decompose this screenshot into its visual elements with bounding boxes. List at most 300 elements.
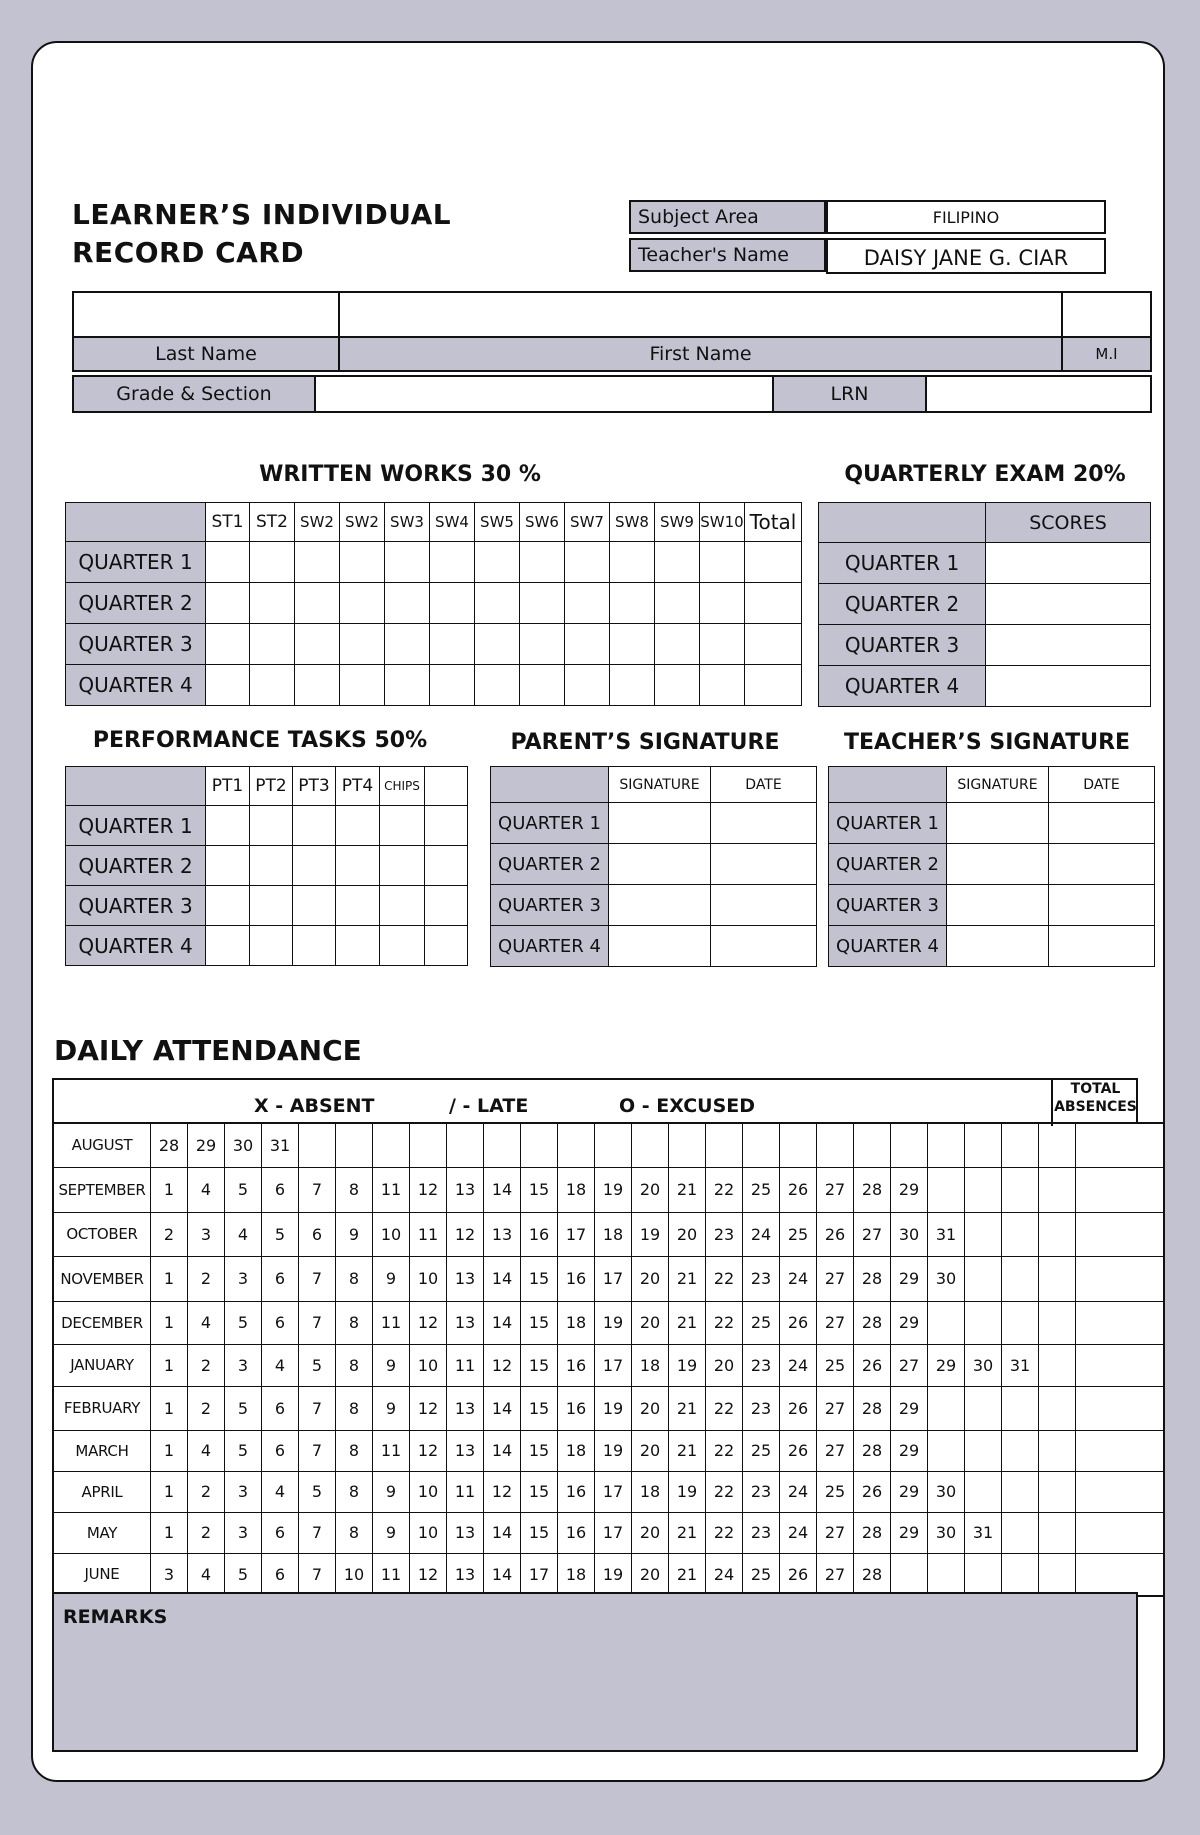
day-cell[interactable]: 28 — [854, 1553, 891, 1596]
day-cell[interactable]: 27 — [817, 1301, 854, 1344]
score-cell[interactable] — [655, 665, 700, 706]
score-cell[interactable] — [336, 886, 380, 926]
day-cell[interactable]: 10 — [410, 1471, 447, 1512]
score-cell[interactable] — [565, 665, 610, 706]
day-cell[interactable]: 28 — [151, 1123, 188, 1167]
day-cell[interactable]: 15 — [521, 1471, 558, 1512]
day-cell[interactable]: 21 — [669, 1430, 706, 1471]
day-cell[interactable]: 17 — [558, 1212, 595, 1256]
day-cell[interactable]: 20 — [632, 1167, 669, 1212]
day-cell[interactable]: 5 — [299, 1344, 336, 1386]
day-cell[interactable]: 11 — [447, 1471, 484, 1512]
score-cell[interactable] — [700, 542, 745, 583]
day-cell[interactable]: 27 — [891, 1344, 928, 1386]
score-cell[interactable] — [340, 583, 385, 624]
day-cell[interactable]: 25 — [743, 1301, 780, 1344]
total-absences-cell[interactable] — [1076, 1301, 1165, 1344]
day-cell[interactable]: 6 — [262, 1301, 299, 1344]
score-cell[interactable] — [475, 624, 520, 665]
score-cell[interactable] — [336, 926, 380, 966]
signature-cell[interactable] — [711, 885, 817, 926]
day-cell[interactable]: 19 — [669, 1344, 706, 1386]
day-cell[interactable]: 11 — [410, 1212, 447, 1256]
day-cell[interactable]: 29 — [891, 1256, 928, 1301]
day-cell[interactable]: 14 — [484, 1386, 521, 1430]
score-cell[interactable] — [745, 665, 802, 706]
score-cell[interactable] — [700, 624, 745, 665]
day-cell[interactable]: 2 — [188, 1344, 225, 1386]
day-cell[interactable]: 29 — [891, 1512, 928, 1553]
day-cell[interactable]: 10 — [410, 1256, 447, 1301]
day-cell[interactable]: 18 — [632, 1471, 669, 1512]
day-cell[interactable]: 23 — [743, 1386, 780, 1430]
score-cell[interactable] — [293, 886, 336, 926]
day-cell[interactable]: 21 — [669, 1553, 706, 1596]
score-cell[interactable] — [250, 886, 293, 926]
signature-cell[interactable] — [947, 926, 1049, 967]
day-cell[interactable]: 15 — [521, 1430, 558, 1471]
day-cell[interactable]: 26 — [780, 1553, 817, 1596]
day-cell[interactable]: 3 — [225, 1471, 262, 1512]
day-cell[interactable]: 13 — [447, 1553, 484, 1596]
day-cell[interactable]: 24 — [706, 1553, 743, 1596]
signature-cell[interactable] — [947, 844, 1049, 885]
total-absences-cell[interactable] — [1076, 1553, 1165, 1596]
signature-cell[interactable] — [711, 844, 817, 885]
day-cell[interactable]: 30 — [891, 1212, 928, 1256]
day-cell[interactable]: 7 — [299, 1386, 336, 1430]
day-cell[interactable]: 26 — [780, 1167, 817, 1212]
total-absences-cell[interactable] — [1076, 1430, 1165, 1471]
day-cell[interactable]: 20 — [632, 1553, 669, 1596]
teacher-name-field[interactable]: DAISY JANE G. CIAR — [826, 238, 1106, 274]
score-cell[interactable] — [700, 583, 745, 624]
day-cell[interactable]: 19 — [595, 1430, 632, 1471]
day-cell[interactable]: 27 — [817, 1256, 854, 1301]
day-cell[interactable]: 13 — [447, 1512, 484, 1553]
score-cell[interactable] — [250, 624, 295, 665]
score-cell[interactable] — [430, 583, 475, 624]
score-cell[interactable] — [385, 665, 430, 706]
day-cell[interactable]: 3 — [151, 1553, 188, 1596]
day-cell[interactable]: 12 — [484, 1344, 521, 1386]
day-cell[interactable]: 8 — [336, 1167, 373, 1212]
day-cell[interactable]: 31 — [1002, 1344, 1039, 1386]
score-cell[interactable] — [380, 806, 425, 846]
score-cell[interactable] — [250, 926, 293, 966]
day-cell[interactable]: 30 — [965, 1344, 1002, 1386]
day-cell[interactable]: 27 — [817, 1386, 854, 1430]
day-cell[interactable]: 15 — [521, 1386, 558, 1430]
score-cell[interactable] — [565, 542, 610, 583]
day-cell[interactable]: 15 — [521, 1301, 558, 1344]
day-cell[interactable]: 8 — [336, 1471, 373, 1512]
day-cell[interactable]: 13 — [447, 1256, 484, 1301]
score-cell[interactable] — [745, 583, 802, 624]
score-cell[interactable] — [610, 583, 655, 624]
score-cell[interactable] — [293, 806, 336, 846]
day-cell[interactable]: 30 — [928, 1512, 965, 1553]
score-cell[interactable] — [565, 583, 610, 624]
day-cell[interactable]: 8 — [336, 1301, 373, 1344]
day-cell[interactable]: 6 — [262, 1386, 299, 1430]
day-cell[interactable]: 23 — [743, 1471, 780, 1512]
day-cell[interactable]: 23 — [743, 1256, 780, 1301]
signature-cell[interactable] — [947, 803, 1049, 844]
day-cell[interactable]: 26 — [854, 1471, 891, 1512]
day-cell[interactable]: 11 — [373, 1553, 410, 1596]
day-cell[interactable]: 26 — [817, 1212, 854, 1256]
day-cell[interactable]: 19 — [669, 1471, 706, 1512]
score-cell[interactable] — [340, 665, 385, 706]
day-cell[interactable]: 16 — [558, 1512, 595, 1553]
day-cell[interactable]: 7 — [299, 1301, 336, 1344]
signature-cell[interactable] — [1049, 803, 1155, 844]
day-cell[interactable]: 25 — [780, 1212, 817, 1256]
day-cell[interactable]: 16 — [521, 1212, 558, 1256]
day-cell[interactable]: 14 — [484, 1256, 521, 1301]
score-cell[interactable] — [295, 665, 340, 706]
day-cell[interactable]: 22 — [706, 1256, 743, 1301]
day-cell[interactable]: 15 — [521, 1344, 558, 1386]
score-cell[interactable] — [250, 846, 293, 886]
score-cell[interactable] — [425, 846, 468, 886]
day-cell[interactable]: 12 — [484, 1471, 521, 1512]
total-absences-cell[interactable] — [1076, 1256, 1165, 1301]
lrn-input[interactable] — [925, 375, 1152, 413]
day-cell[interactable]: 12 — [410, 1301, 447, 1344]
score-cell[interactable] — [520, 583, 565, 624]
day-cell[interactable]: 19 — [632, 1212, 669, 1256]
day-cell[interactable]: 1 — [151, 1386, 188, 1430]
score-cell[interactable] — [380, 846, 425, 886]
day-cell[interactable]: 3 — [225, 1256, 262, 1301]
score-cell[interactable] — [293, 926, 336, 966]
day-cell[interactable]: 23 — [743, 1512, 780, 1553]
score-cell[interactable] — [700, 665, 745, 706]
score-cell[interactable] — [520, 624, 565, 665]
score-cell[interactable] — [610, 624, 655, 665]
total-absences-cell[interactable] — [1076, 1471, 1165, 1512]
day-cell[interactable]: 27 — [817, 1167, 854, 1212]
score-cell[interactable] — [336, 806, 380, 846]
day-cell[interactable]: 25 — [817, 1471, 854, 1512]
day-cell[interactable]: 5 — [299, 1471, 336, 1512]
day-cell[interactable]: 29 — [928, 1344, 965, 1386]
day-cell[interactable]: 24 — [780, 1256, 817, 1301]
day-cell[interactable]: 27 — [817, 1553, 854, 1596]
subject-area-field[interactable]: FILIPINO — [826, 200, 1106, 234]
day-cell[interactable]: 20 — [669, 1212, 706, 1256]
day-cell[interactable]: 5 — [262, 1212, 299, 1256]
day-cell[interactable]: 22 — [706, 1301, 743, 1344]
day-cell[interactable]: 24 — [780, 1512, 817, 1553]
day-cell[interactable]: 1 — [151, 1167, 188, 1212]
day-cell[interactable]: 20 — [632, 1430, 669, 1471]
score-cell[interactable] — [206, 542, 250, 583]
day-cell[interactable]: 8 — [336, 1386, 373, 1430]
score-cell[interactable] — [385, 542, 430, 583]
signature-cell[interactable] — [1049, 926, 1155, 967]
score-cell[interactable] — [430, 665, 475, 706]
day-cell[interactable]: 4 — [188, 1167, 225, 1212]
remarks-box[interactable] — [52, 1592, 1138, 1752]
day-cell[interactable]: 8 — [336, 1256, 373, 1301]
day-cell[interactable]: 4 — [225, 1212, 262, 1256]
day-cell[interactable]: 18 — [558, 1430, 595, 1471]
day-cell[interactable]: 4 — [262, 1471, 299, 1512]
score-cell[interactable] — [655, 583, 700, 624]
day-cell[interactable]: 21 — [669, 1301, 706, 1344]
day-cell[interactable]: 5 — [225, 1301, 262, 1344]
day-cell[interactable]: 10 — [410, 1512, 447, 1553]
day-cell[interactable]: 31 — [965, 1512, 1002, 1553]
total-absences-cell[interactable] — [1076, 1512, 1165, 1553]
score-cell[interactable] — [295, 583, 340, 624]
score-cell[interactable] — [745, 624, 802, 665]
day-cell[interactable]: 29 — [891, 1167, 928, 1212]
day-cell[interactable]: 29 — [891, 1430, 928, 1471]
signature-cell[interactable] — [711, 803, 817, 844]
day-cell[interactable]: 2 — [188, 1256, 225, 1301]
day-cell[interactable]: 14 — [484, 1430, 521, 1471]
day-cell[interactable]: 2 — [188, 1386, 225, 1430]
score-cell[interactable] — [430, 542, 475, 583]
day-cell[interactable]: 21 — [669, 1167, 706, 1212]
day-cell[interactable]: 8 — [336, 1430, 373, 1471]
day-cell[interactable]: 7 — [299, 1553, 336, 1596]
day-cell[interactable]: 26 — [780, 1386, 817, 1430]
day-cell[interactable]: 21 — [669, 1256, 706, 1301]
score-cell[interactable] — [520, 665, 565, 706]
day-cell[interactable]: 27 — [817, 1430, 854, 1471]
day-cell[interactable]: 29 — [891, 1301, 928, 1344]
day-cell[interactable]: 15 — [521, 1512, 558, 1553]
day-cell[interactable]: 22 — [706, 1386, 743, 1430]
day-cell[interactable]: 9 — [373, 1386, 410, 1430]
last-name-input[interactable] — [72, 291, 340, 338]
day-cell[interactable]: 22 — [706, 1430, 743, 1471]
signature-cell[interactable] — [711, 926, 817, 967]
day-cell[interactable]: 9 — [373, 1256, 410, 1301]
day-cell[interactable]: 10 — [373, 1212, 410, 1256]
day-cell[interactable]: 6 — [262, 1256, 299, 1301]
score-cell[interactable] — [206, 886, 250, 926]
day-cell[interactable]: 27 — [817, 1512, 854, 1553]
day-cell[interactable]: 18 — [558, 1301, 595, 1344]
day-cell[interactable]: 24 — [780, 1471, 817, 1512]
day-cell[interactable]: 1 — [151, 1430, 188, 1471]
day-cell[interactable]: 18 — [558, 1553, 595, 1596]
score-cell[interactable] — [610, 665, 655, 706]
day-cell[interactable]: 13 — [447, 1386, 484, 1430]
day-cell[interactable]: 3 — [225, 1512, 262, 1553]
score-cell[interactable] — [206, 665, 250, 706]
score-cell[interactable] — [250, 665, 295, 706]
day-cell[interactable]: 17 — [595, 1344, 632, 1386]
score-cell[interactable] — [250, 542, 295, 583]
day-cell[interactable]: 25 — [817, 1344, 854, 1386]
day-cell[interactable]: 2 — [151, 1212, 188, 1256]
day-cell[interactable]: 30 — [225, 1123, 262, 1167]
day-cell[interactable]: 22 — [706, 1471, 743, 1512]
score-cell[interactable] — [385, 624, 430, 665]
day-cell[interactable]: 7 — [299, 1167, 336, 1212]
day-cell[interactable]: 6 — [262, 1167, 299, 1212]
score-cell[interactable] — [655, 624, 700, 665]
day-cell[interactable]: 13 — [484, 1212, 521, 1256]
day-cell[interactable]: 26 — [780, 1301, 817, 1344]
day-cell[interactable]: 19 — [595, 1553, 632, 1596]
day-cell[interactable]: 12 — [410, 1553, 447, 1596]
total-absences-cell[interactable] — [1076, 1386, 1165, 1430]
day-cell[interactable]: 16 — [558, 1386, 595, 1430]
day-cell[interactable]: 17 — [595, 1512, 632, 1553]
grade-section-input[interactable] — [314, 375, 774, 413]
day-cell[interactable]: 12 — [447, 1212, 484, 1256]
day-cell[interactable]: 15 — [521, 1167, 558, 1212]
day-cell[interactable]: 12 — [410, 1430, 447, 1471]
day-cell[interactable]: 7 — [299, 1512, 336, 1553]
day-cell[interactable]: 10 — [410, 1344, 447, 1386]
score-cell[interactable] — [250, 806, 293, 846]
day-cell[interactable]: 31 — [262, 1123, 299, 1167]
day-cell[interactable]: 4 — [188, 1553, 225, 1596]
day-cell[interactable]: 1 — [151, 1256, 188, 1301]
score-cell[interactable] — [380, 886, 425, 926]
score-cell[interactable] — [206, 624, 250, 665]
day-cell[interactable]: 17 — [595, 1471, 632, 1512]
day-cell[interactable]: 17 — [595, 1256, 632, 1301]
signature-cell[interactable] — [609, 885, 711, 926]
day-cell[interactable]: 20 — [706, 1344, 743, 1386]
score-cell[interactable] — [425, 886, 468, 926]
score-cell[interactable] — [206, 846, 250, 886]
day-cell[interactable]: 28 — [854, 1256, 891, 1301]
day-cell[interactable]: 18 — [632, 1344, 669, 1386]
day-cell[interactable]: 8 — [336, 1512, 373, 1553]
day-cell[interactable]: 2 — [188, 1471, 225, 1512]
score-cell[interactable] — [745, 542, 802, 583]
day-cell[interactable]: 29 — [891, 1471, 928, 1512]
day-cell[interactable]: 13 — [447, 1301, 484, 1344]
day-cell[interactable]: 5 — [225, 1386, 262, 1430]
signature-cell[interactable] — [1049, 844, 1155, 885]
score-cell[interactable] — [425, 926, 468, 966]
day-cell[interactable]: 25 — [743, 1167, 780, 1212]
score-cell[interactable] — [206, 583, 250, 624]
signature-cell[interactable] — [609, 926, 711, 967]
day-cell[interactable]: 1 — [151, 1301, 188, 1344]
score-cell[interactable] — [340, 624, 385, 665]
day-cell[interactable]: 4 — [262, 1344, 299, 1386]
score-cell[interactable] — [385, 583, 430, 624]
score-cell[interactable] — [655, 542, 700, 583]
score-cell[interactable] — [380, 926, 425, 966]
day-cell[interactable]: 22 — [706, 1512, 743, 1553]
day-cell[interactable]: 6 — [299, 1212, 336, 1256]
day-cell[interactable]: 30 — [928, 1256, 965, 1301]
day-cell[interactable]: 23 — [743, 1344, 780, 1386]
score-cell[interactable] — [475, 542, 520, 583]
day-cell[interactable]: 1 — [151, 1471, 188, 1512]
day-cell[interactable]: 19 — [595, 1167, 632, 1212]
day-cell[interactable]: 28 — [854, 1167, 891, 1212]
day-cell[interactable]: 14 — [484, 1553, 521, 1596]
day-cell[interactable]: 14 — [484, 1167, 521, 1212]
day-cell[interactable]: 10 — [336, 1553, 373, 1596]
score-cell[interactable] — [475, 583, 520, 624]
day-cell[interactable]: 19 — [595, 1301, 632, 1344]
score-cell[interactable] — [475, 665, 520, 706]
score-cell[interactable] — [430, 624, 475, 665]
day-cell[interactable]: 9 — [373, 1512, 410, 1553]
day-cell[interactable]: 14 — [484, 1301, 521, 1344]
day-cell[interactable]: 18 — [558, 1167, 595, 1212]
day-cell[interactable]: 13 — [447, 1430, 484, 1471]
day-cell[interactable]: 12 — [410, 1167, 447, 1212]
day-cell[interactable]: 13 — [447, 1167, 484, 1212]
day-cell[interactable]: 25 — [743, 1430, 780, 1471]
score-cell[interactable] — [206, 806, 250, 846]
day-cell[interactable]: 31 — [928, 1212, 965, 1256]
day-cell[interactable]: 29 — [891, 1386, 928, 1430]
day-cell[interactable]: 15 — [521, 1256, 558, 1301]
score-cell[interactable] — [295, 542, 340, 583]
day-cell[interactable]: 24 — [743, 1212, 780, 1256]
score-cell[interactable] — [425, 806, 468, 846]
day-cell[interactable]: 28 — [854, 1430, 891, 1471]
day-cell[interactable]: 11 — [447, 1344, 484, 1386]
day-cell[interactable]: 20 — [632, 1386, 669, 1430]
day-cell[interactable]: 2 — [188, 1512, 225, 1553]
day-cell[interactable]: 12 — [410, 1386, 447, 1430]
day-cell[interactable]: 9 — [373, 1471, 410, 1512]
day-cell[interactable]: 26 — [854, 1344, 891, 1386]
signature-cell[interactable] — [947, 885, 1049, 926]
day-cell[interactable]: 22 — [706, 1167, 743, 1212]
total-absences-cell[interactable] — [1076, 1212, 1165, 1256]
day-cell[interactable]: 5 — [225, 1167, 262, 1212]
total-absences-cell[interactable] — [1076, 1167, 1165, 1212]
score-cell[interactable] — [986, 584, 1151, 625]
day-cell[interactable]: 21 — [669, 1386, 706, 1430]
day-cell[interactable]: 25 — [743, 1553, 780, 1596]
score-cell[interactable] — [565, 624, 610, 665]
day-cell[interactable]: 16 — [558, 1344, 595, 1386]
day-cell[interactable]: 1 — [151, 1344, 188, 1386]
score-cell[interactable] — [206, 926, 250, 966]
day-cell[interactable]: 6 — [262, 1430, 299, 1471]
first-name-input[interactable] — [338, 291, 1063, 338]
day-cell[interactable]: 1 — [151, 1512, 188, 1553]
day-cell[interactable]: 20 — [632, 1256, 669, 1301]
total-absences-cell[interactable] — [1076, 1344, 1165, 1386]
day-cell[interactable]: 3 — [225, 1344, 262, 1386]
day-cell[interactable]: 4 — [188, 1301, 225, 1344]
score-cell[interactable] — [293, 846, 336, 886]
day-cell[interactable]: 16 — [558, 1256, 595, 1301]
score-cell[interactable] — [295, 624, 340, 665]
day-cell[interactable]: 8 — [336, 1344, 373, 1386]
day-cell[interactable]: 11 — [373, 1167, 410, 1212]
day-cell[interactable]: 14 — [484, 1512, 521, 1553]
day-cell[interactable]: 9 — [336, 1212, 373, 1256]
day-cell[interactable]: 7 — [299, 1256, 336, 1301]
day-cell[interactable]: 20 — [632, 1512, 669, 1553]
day-cell[interactable]: 28 — [854, 1512, 891, 1553]
score-cell[interactable] — [250, 583, 295, 624]
